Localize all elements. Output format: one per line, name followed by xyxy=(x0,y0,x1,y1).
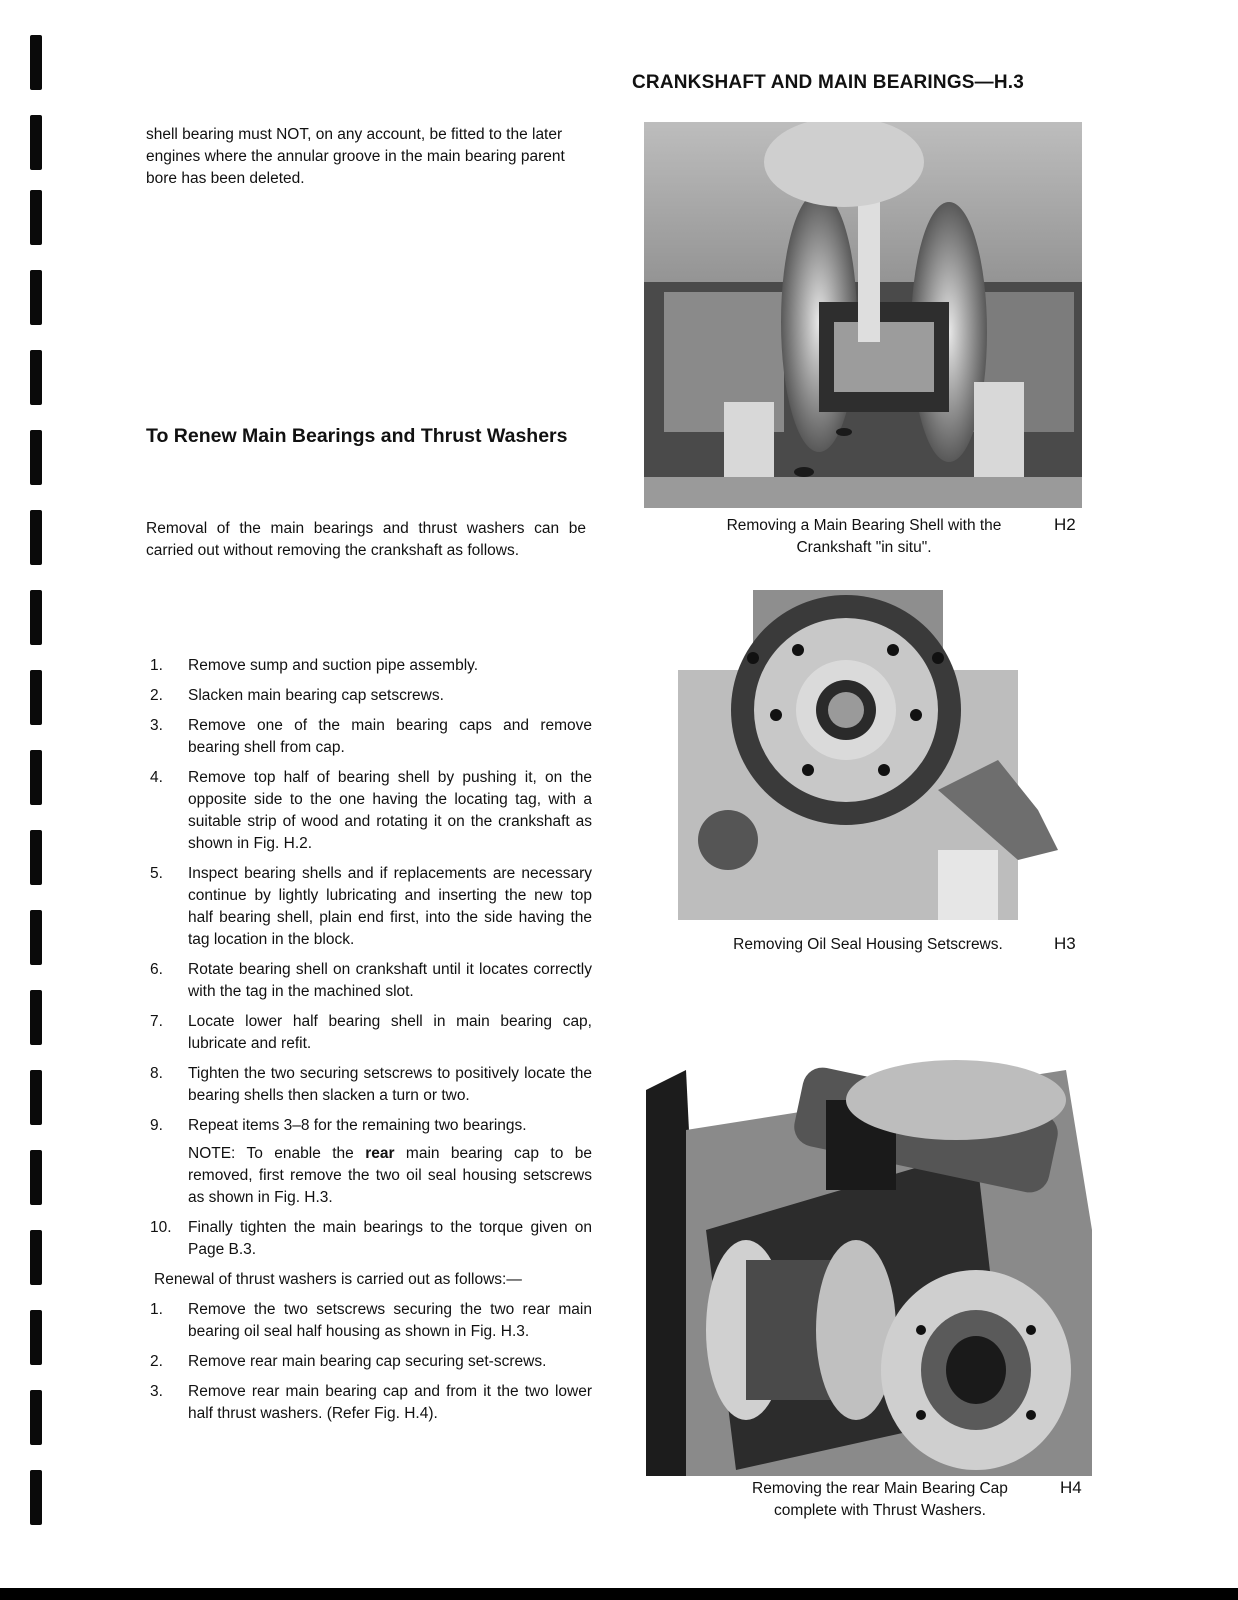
renewal-intro: Renewal of thrust washers is carried out as follows:— xyxy=(154,1271,522,1288)
binder-hole xyxy=(30,1390,42,1445)
binder-hole xyxy=(30,1310,42,1365)
thrust-step-1 xyxy=(146,1299,592,1343)
step-1 xyxy=(146,655,592,677)
step-9 xyxy=(146,1115,592,1137)
step-number: 9. xyxy=(150,1117,163,1134)
thrust-step-2 xyxy=(146,1351,592,1373)
step-8 xyxy=(146,1063,592,1107)
section-heading: To Renew Main Bearings and Thrust Washers xyxy=(146,425,568,447)
step-text: Rotate bearing shell on crankshaft until it locates correctly with the tag in the machined slot. xyxy=(188,961,592,1000)
binder-hole xyxy=(30,590,42,645)
step-3 xyxy=(146,715,592,759)
step-number: 7. xyxy=(150,1013,163,1030)
binder-hole xyxy=(30,1070,42,1125)
figure-h2-photo xyxy=(644,122,1082,508)
figure-h3-photo xyxy=(658,590,1082,920)
step-text: Remove rear main bearing cap and from it the two lower half thrust washers. (Refer Fig. H.4). xyxy=(188,1383,592,1422)
step-2 xyxy=(146,685,592,707)
binder-hole xyxy=(30,115,42,170)
step-text: Tighten the two securing setscrews to positively locate the bearing shells then slacken a turn or two. xyxy=(188,1065,592,1104)
figure-h4-photo xyxy=(646,1030,1092,1476)
step-text: Locate lower half bearing shell in main bearing cap, lubricate and refit. xyxy=(188,1013,592,1052)
step-number: 1. xyxy=(150,657,163,674)
step-number: 6. xyxy=(150,961,163,978)
step-6 xyxy=(146,959,592,1003)
step-text: Slacken main bearing cap setscrews. xyxy=(188,687,444,704)
step-text: Finally tighten the main bearings to the torque given on Page B.3. xyxy=(188,1219,592,1258)
binder-hole xyxy=(30,670,42,725)
binder-hole xyxy=(30,430,42,485)
note-text: NOTE: To enable the xyxy=(188,1145,366,1162)
note-emphasis: rear xyxy=(365,1145,395,1162)
step-number: 3. xyxy=(150,1383,163,1400)
step-number: 3. xyxy=(150,717,163,734)
page-header-title: CRANKSHAFT AND MAIN BEARINGS—H.3 xyxy=(632,72,1025,93)
step-number: 4. xyxy=(150,769,163,786)
figure-h4-label: H4 xyxy=(1060,1478,1082,1497)
procedure-steps xyxy=(146,655,592,1433)
step-text: Remove top half of bearing shell by pushing it, on the opposite side to the one having the locating tag, with a suitable strip of wood and rotating it on the crankshaft as shown in Fig. H.2. xyxy=(188,769,592,852)
step-10 xyxy=(146,1217,592,1261)
binder-hole xyxy=(30,750,42,805)
crankshaft-bearing-photo xyxy=(644,122,1082,508)
section-intro-paragraph: Removal of the main bearings and thrust washers can be carried out without removing the crankshaft as follows. xyxy=(146,520,586,559)
binder-hole xyxy=(30,1150,42,1205)
step-text: Inspect bearing shells and if replacements are necessary continue by lightly lubricating and inserting the new top half bearing shell, plain end first, into the side having the tag location in the block. xyxy=(188,865,592,948)
bottom-rule xyxy=(0,1588,1238,1600)
binder-hole xyxy=(30,830,42,885)
binder-hole xyxy=(30,510,42,565)
step-5 xyxy=(146,863,592,951)
figure-h3-label: H3 xyxy=(1054,934,1076,953)
step-number: 2. xyxy=(150,1353,163,1370)
step-number: 2. xyxy=(150,687,163,704)
step-text: Remove one of the main bearing caps and remove bearing shell from cap. xyxy=(188,717,592,756)
step-number: 8. xyxy=(150,1065,163,1082)
step-number: 5. xyxy=(150,865,163,882)
step-text: Remove sump and suction pipe assembly. xyxy=(188,657,479,674)
binder-hole xyxy=(30,910,42,965)
step-text: Remove the two setscrews securing the two rear main bearing oil seal half housing as shown in Fig. H.3. xyxy=(188,1301,592,1340)
step-number: 10. xyxy=(150,1219,172,1236)
rear-bearing-cap-photo xyxy=(646,1030,1092,1476)
intro-paragraph: shell bearing must NOT, on any account, be fitted to the later engines where the annular groove in the main bearing parent bore has been deleted. xyxy=(146,126,565,187)
note-text: main bearing cap to be removed, first remove the two oil seal housing setscrews as shown in Fig. H.3. xyxy=(188,1145,592,1206)
binder-hole xyxy=(30,270,42,325)
step-text: Remove rear main bearing cap securing set-screws. xyxy=(188,1353,547,1370)
figure-h4-caption: Removing the rear Main Bearing Cap complete with Thrust Washers. xyxy=(752,1480,1008,1519)
step-4 xyxy=(146,767,592,855)
step-text: Repeat items 3–8 for the remaining two bearings. xyxy=(188,1117,527,1134)
step-number: 1. xyxy=(150,1301,163,1318)
binder-hole xyxy=(30,990,42,1045)
figure-h2-label: H2 xyxy=(1054,515,1076,534)
oil-seal-housing-photo xyxy=(658,590,1082,920)
binder-hole xyxy=(30,35,42,90)
binder-hole xyxy=(30,1470,42,1525)
note-paragraph xyxy=(146,1143,592,1209)
binder-hole xyxy=(30,350,42,405)
figure-h2-caption: Removing a Main Bearing Shell with the Crankshaft "in situ". xyxy=(726,517,1002,556)
binder-holes xyxy=(30,0,44,1600)
thrust-step-3 xyxy=(146,1381,592,1425)
binder-hole xyxy=(30,190,42,245)
figure-h3-caption: Removing Oil Seal Housing Setscrews. xyxy=(733,936,1003,953)
step-7 xyxy=(146,1011,592,1055)
binder-hole xyxy=(30,1230,42,1285)
